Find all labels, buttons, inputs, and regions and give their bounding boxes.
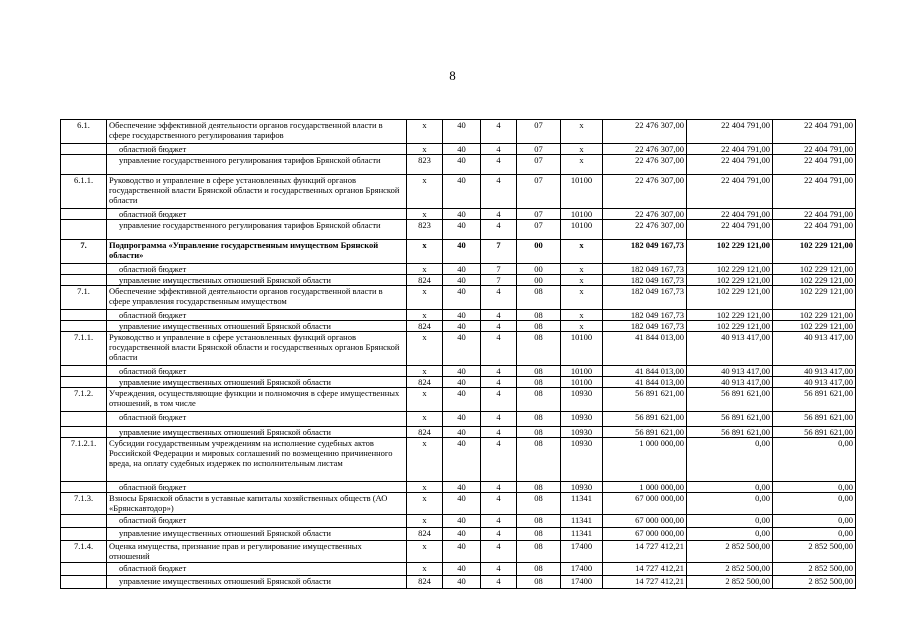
code-admin: х (407, 240, 443, 264)
row-description: областной бюджет (107, 563, 407, 576)
code-subprogram: 4 (481, 332, 517, 366)
code-section: 07 (517, 144, 561, 155)
amount-year-3: 22 404 791,00 (773, 209, 856, 220)
code-section: 08 (517, 493, 561, 515)
code-admin: 824 (407, 321, 443, 332)
code-admin: х (407, 515, 443, 528)
amount-year-3: 22 404 791,00 (773, 120, 856, 144)
amount-year-2: 56 891 621,00 (687, 388, 773, 412)
code-admin: х (407, 541, 443, 563)
row-description: областной бюджет (107, 310, 407, 321)
code-section: 00 (517, 275, 561, 286)
code-program: 40 (443, 388, 481, 412)
amount-year-1: 67 000 000,00 (603, 528, 687, 541)
table-row (61, 388, 856, 412)
amount-year-3: 0,00 (773, 482, 856, 493)
table-row (61, 264, 856, 275)
row-description: управление государственного регулирования тарифов Брянской области (107, 220, 407, 240)
row-number (61, 310, 107, 321)
budget-table (60, 119, 856, 589)
amount-year-3: 56 891 621,00 (773, 412, 856, 427)
amount-year-2: 102 229 121,00 (687, 264, 773, 275)
code-subprogram: 4 (481, 366, 517, 377)
amount-year-3: 56 891 621,00 (773, 427, 856, 438)
table-row (61, 528, 856, 541)
amount-year-1: 182 049 167,73 (603, 264, 687, 275)
code-direction: 17400 (561, 541, 603, 563)
code-admin: х (407, 493, 443, 515)
table-row (61, 515, 856, 528)
amount-year-2: 102 229 121,00 (687, 321, 773, 332)
amount-year-1: 41 844 013,00 (603, 377, 687, 388)
amount-year-2: 56 891 621,00 (687, 427, 773, 438)
amount-year-3: 40 913 417,00 (773, 366, 856, 377)
code-program: 40 (443, 209, 481, 220)
amount-year-1: 22 476 307,00 (603, 120, 687, 144)
code-subprogram: 4 (481, 209, 517, 220)
amount-year-1: 182 049 167,73 (603, 310, 687, 321)
code-direction: 11341 (561, 515, 603, 528)
amount-year-1: 182 049 167,73 (603, 275, 687, 286)
code-section: 08 (517, 286, 561, 310)
amount-year-3: 0,00 (773, 493, 856, 515)
code-section: 08 (517, 576, 561, 589)
code-program: 40 (443, 275, 481, 286)
row-description: областной бюджет (107, 144, 407, 155)
amount-year-2: 22 404 791,00 (687, 120, 773, 144)
row-number: 7.1.3. (61, 493, 107, 515)
amount-year-3: 0,00 (773, 438, 856, 482)
code-section: 08 (517, 321, 561, 332)
code-admin: х (407, 286, 443, 310)
code-program: 40 (443, 286, 481, 310)
code-program: 40 (443, 144, 481, 155)
code-admin: 823 (407, 220, 443, 240)
row-number (61, 366, 107, 377)
code-direction: х (561, 286, 603, 310)
row-description: управление имущественных отношений Брянской области (107, 576, 407, 589)
code-direction: 11341 (561, 493, 603, 515)
row-description: управление имущественных отношений Брянской области (107, 528, 407, 541)
amount-year-3: 40 913 417,00 (773, 332, 856, 366)
row-number: 7.1. (61, 286, 107, 310)
amount-year-1: 41 844 013,00 (603, 332, 687, 366)
code-program: 40 (443, 563, 481, 576)
code-program: 40 (443, 332, 481, 366)
amount-year-1: 14 727 412,21 (603, 563, 687, 576)
code-subprogram: 4 (481, 120, 517, 144)
amount-year-1: 56 891 621,00 (603, 412, 687, 427)
table-row (61, 482, 856, 493)
amount-year-3: 22 404 791,00 (773, 155, 856, 175)
amount-year-1: 1 000 000,00 (603, 482, 687, 493)
code-subprogram: 4 (481, 493, 517, 515)
code-subprogram: 4 (481, 515, 517, 528)
table-row (61, 332, 856, 366)
amount-year-3: 102 229 121,00 (773, 321, 856, 332)
row-description: областной бюджет (107, 264, 407, 275)
row-number: 6.1.1. (61, 175, 107, 209)
code-program: 40 (443, 366, 481, 377)
amount-year-3: 22 404 791,00 (773, 144, 856, 155)
row-description: областной бюджет (107, 515, 407, 528)
code-admin: х (407, 264, 443, 275)
amount-year-2: 102 229 121,00 (687, 310, 773, 321)
code-direction: 10930 (561, 412, 603, 427)
table-row (61, 377, 856, 388)
code-program: 40 (443, 482, 481, 493)
code-direction: х (561, 275, 603, 286)
amount-year-3: 22 404 791,00 (773, 220, 856, 240)
code-section: 00 (517, 240, 561, 264)
code-direction: 10100 (561, 332, 603, 366)
amount-year-1: 67 000 000,00 (603, 515, 687, 528)
code-direction: 10100 (561, 220, 603, 240)
code-program: 40 (443, 427, 481, 438)
row-description: областной бюджет (107, 209, 407, 220)
code-subprogram: 4 (481, 563, 517, 576)
code-admin: х (407, 144, 443, 155)
amount-year-3: 2 852 500,00 (773, 576, 856, 589)
code-direction: 10930 (561, 482, 603, 493)
code-section: 07 (517, 209, 561, 220)
code-admin: 824 (407, 528, 443, 541)
amount-year-3: 2 852 500,00 (773, 541, 856, 563)
code-subprogram: 4 (481, 155, 517, 175)
code-section: 08 (517, 438, 561, 482)
amount-year-1: 22 476 307,00 (603, 175, 687, 209)
table-row (61, 438, 856, 482)
amount-year-3: 22 404 791,00 (773, 175, 856, 209)
code-admin: х (407, 120, 443, 144)
code-section: 07 (517, 155, 561, 175)
table-row (61, 286, 856, 310)
amount-year-2: 2 852 500,00 (687, 563, 773, 576)
amount-year-1: 182 049 167,73 (603, 286, 687, 310)
code-direction: х (561, 120, 603, 144)
code-direction: 10100 (561, 175, 603, 209)
table-row (61, 563, 856, 576)
code-direction: 10100 (561, 209, 603, 220)
code-section: 08 (517, 563, 561, 576)
code-subprogram: 4 (481, 144, 517, 155)
code-admin: 823 (407, 155, 443, 175)
code-subprogram: 4 (481, 321, 517, 332)
amount-year-2: 102 229 121,00 (687, 240, 773, 264)
code-admin: х (407, 438, 443, 482)
code-direction: 10930 (561, 438, 603, 482)
code-program: 40 (443, 576, 481, 589)
amount-year-2: 102 229 121,00 (687, 286, 773, 310)
code-direction: х (561, 321, 603, 332)
amount-year-2: 0,00 (687, 528, 773, 541)
code-admin: х (407, 366, 443, 377)
row-description: областной бюджет (107, 366, 407, 377)
code-program: 40 (443, 240, 481, 264)
code-admin: х (407, 412, 443, 427)
row-description: Учреждения, осуществляющие функции и полномочия в сфере имущественных отношений, в том числе (107, 388, 407, 412)
code-subprogram: 4 (481, 528, 517, 541)
amount-year-1: 41 844 013,00 (603, 366, 687, 377)
code-program: 40 (443, 155, 481, 175)
row-number (61, 377, 107, 388)
table-row (61, 493, 856, 515)
row-description: управление имущественных отношений Брянской области (107, 275, 407, 286)
row-description: управление имущественных отношений Брянской области (107, 427, 407, 438)
amount-year-3: 102 229 121,00 (773, 264, 856, 275)
amount-year-2: 22 404 791,00 (687, 209, 773, 220)
code-program: 40 (443, 377, 481, 388)
code-program: 40 (443, 120, 481, 144)
code-section: 07 (517, 175, 561, 209)
row-description: Взносы Брянской области в уставные капиталы хозяйственных обществ (АО «Брянскавтодор») (107, 493, 407, 515)
amount-year-3: 2 852 500,00 (773, 563, 856, 576)
row-number (61, 264, 107, 275)
code-program: 40 (443, 264, 481, 275)
row-number (61, 427, 107, 438)
amount-year-2: 2 852 500,00 (687, 576, 773, 589)
table-row (61, 220, 856, 240)
amount-year-2: 40 913 417,00 (687, 377, 773, 388)
amount-year-1: 67 000 000,00 (603, 493, 687, 515)
amount-year-2: 40 913 417,00 (687, 332, 773, 366)
code-section: 07 (517, 120, 561, 144)
code-subprogram: 4 (481, 175, 517, 209)
code-subprogram: 4 (481, 377, 517, 388)
code-section: 08 (517, 482, 561, 493)
code-direction: х (561, 144, 603, 155)
table-row (61, 541, 856, 563)
code-program: 40 (443, 310, 481, 321)
amount-year-1: 56 891 621,00 (603, 388, 687, 412)
amount-year-3: 102 229 121,00 (773, 310, 856, 321)
code-admin: х (407, 388, 443, 412)
table-row (61, 120, 856, 144)
amount-year-2: 22 404 791,00 (687, 175, 773, 209)
table-body (61, 120, 856, 589)
code-section: 08 (517, 388, 561, 412)
amount-year-1: 22 476 307,00 (603, 144, 687, 155)
code-section: 08 (517, 377, 561, 388)
amount-year-1: 182 049 167,73 (603, 240, 687, 264)
row-number (61, 412, 107, 427)
row-number (61, 144, 107, 155)
table-row (61, 576, 856, 589)
code-program: 40 (443, 438, 481, 482)
code-admin: х (407, 482, 443, 493)
code-subprogram: 4 (481, 438, 517, 482)
row-description: Руководство и управление в сфере установленных функций органов государственной власти Брянской области и государственных органов Брянской области (107, 332, 407, 366)
amount-year-2: 56 891 621,00 (687, 412, 773, 427)
table-row (61, 175, 856, 209)
amount-year-2: 22 404 791,00 (687, 155, 773, 175)
code-program: 40 (443, 493, 481, 515)
row-number (61, 528, 107, 541)
code-admin: 824 (407, 377, 443, 388)
code-direction: 10930 (561, 388, 603, 412)
code-subprogram: 4 (481, 310, 517, 321)
code-subprogram: 4 (481, 388, 517, 412)
amount-year-3: 0,00 (773, 515, 856, 528)
row-description: Субсидии государственным учреждениям на исполнение судебных актов Российской Федерации и мировых соглашений по возмещению причиненного вреда, на оплату судебных издержек по исполнительным листам (107, 438, 407, 482)
code-section: 07 (517, 220, 561, 240)
row-number: 7.1.1. (61, 332, 107, 366)
code-section: 00 (517, 264, 561, 275)
row-description: Обеспечение эффективной деятельности органов государственной власти в сфере управления государственным имуществом (107, 286, 407, 310)
code-direction: х (561, 155, 603, 175)
code-admin: х (407, 563, 443, 576)
code-program: 40 (443, 175, 481, 209)
code-admin: 824 (407, 576, 443, 589)
amount-year-2: 0,00 (687, 438, 773, 482)
code-admin: 824 (407, 275, 443, 286)
code-program: 40 (443, 515, 481, 528)
amount-year-2: 22 404 791,00 (687, 220, 773, 240)
row-description: управление государственного регулирования тарифов Брянской области (107, 155, 407, 175)
code-section: 08 (517, 310, 561, 321)
page-number: 8 (449, 68, 456, 83)
amount-year-2: 2 852 500,00 (687, 541, 773, 563)
code-admin: х (407, 310, 443, 321)
row-number: 7. (61, 240, 107, 264)
table-row (61, 155, 856, 175)
amount-year-1: 22 476 307,00 (603, 155, 687, 175)
row-number (61, 576, 107, 589)
row-description: управление имущественных отношений Брянской области (107, 377, 407, 388)
amount-year-1: 22 476 307,00 (603, 220, 687, 240)
row-description: областной бюджет (107, 482, 407, 493)
code-direction: х (561, 310, 603, 321)
code-section: 08 (517, 515, 561, 528)
row-number (61, 515, 107, 528)
amount-year-1: 1 000 000,00 (603, 438, 687, 482)
table-row (61, 240, 856, 264)
table-row (61, 275, 856, 286)
code-program: 40 (443, 541, 481, 563)
row-number: 7.1.4. (61, 541, 107, 563)
amount-year-3: 56 891 621,00 (773, 388, 856, 412)
amount-year-2: 40 913 417,00 (687, 366, 773, 377)
code-direction: 11341 (561, 528, 603, 541)
row-number (61, 321, 107, 332)
code-section: 08 (517, 541, 561, 563)
table-row (61, 427, 856, 438)
code-program: 40 (443, 220, 481, 240)
amount-year-1: 22 476 307,00 (603, 209, 687, 220)
code-subprogram: 4 (481, 286, 517, 310)
amount-year-3: 40 913 417,00 (773, 377, 856, 388)
amount-year-2: 0,00 (687, 493, 773, 515)
row-number (61, 275, 107, 286)
code-section: 08 (517, 412, 561, 427)
code-subprogram: 4 (481, 412, 517, 427)
table-row (61, 144, 856, 155)
amount-year-2: 102 229 121,00 (687, 275, 773, 286)
amount-year-1: 14 727 412,21 (603, 576, 687, 589)
row-description: Подпрограмма «Управление государственным имуществом Брянской области» (107, 240, 407, 264)
code-admin: 824 (407, 427, 443, 438)
row-number (61, 482, 107, 493)
code-direction: 10100 (561, 366, 603, 377)
row-description: Оценка имущества, признание прав и регулирование имущественных отношений (107, 541, 407, 563)
row-description: управление имущественных отношений Брянской области (107, 321, 407, 332)
code-admin: х (407, 332, 443, 366)
code-program: 40 (443, 528, 481, 541)
amount-year-3: 102 229 121,00 (773, 286, 856, 310)
code-direction: х (561, 240, 603, 264)
code-direction: х (561, 264, 603, 275)
amount-year-3: 102 229 121,00 (773, 240, 856, 264)
code-section: 08 (517, 427, 561, 438)
table-row (61, 321, 856, 332)
row-number (61, 220, 107, 240)
amount-year-2: 0,00 (687, 482, 773, 493)
code-subprogram: 4 (481, 576, 517, 589)
row-number (61, 563, 107, 576)
code-program: 40 (443, 412, 481, 427)
amount-year-2: 22 404 791,00 (687, 144, 773, 155)
code-direction: 10100 (561, 377, 603, 388)
code-admin: х (407, 209, 443, 220)
code-direction: 17400 (561, 576, 603, 589)
row-description: областной бюджет (107, 412, 407, 427)
code-program: 40 (443, 321, 481, 332)
amount-year-1: 14 727 412,21 (603, 541, 687, 563)
code-section: 08 (517, 332, 561, 366)
code-subprogram: 4 (481, 427, 517, 438)
amount-year-1: 56 891 621,00 (603, 427, 687, 438)
code-subprogram: 7 (481, 240, 517, 264)
code-admin: х (407, 175, 443, 209)
table-row (61, 366, 856, 377)
row-number (61, 209, 107, 220)
code-subprogram: 4 (481, 541, 517, 563)
code-direction: 10930 (561, 427, 603, 438)
row-description: Руководство и управление в сфере установленных функций органов государственной власти Брянской области и государственных органов Брянской области (107, 175, 407, 209)
code-subprogram: 7 (481, 264, 517, 275)
code-subprogram: 7 (481, 275, 517, 286)
row-description: Обеспечение эффективной деятельности органов государственной власти в сфере государственного регулирования тарифов (107, 120, 407, 144)
code-section: 08 (517, 366, 561, 377)
amount-year-2: 0,00 (687, 515, 773, 528)
table-row (61, 209, 856, 220)
table-row (61, 412, 856, 427)
code-section: 08 (517, 528, 561, 541)
code-subprogram: 4 (481, 482, 517, 493)
amount-year-3: 102 229 121,00 (773, 275, 856, 286)
row-number (61, 155, 107, 175)
row-number: 7.1.2. (61, 388, 107, 412)
code-direction: 17400 (561, 563, 603, 576)
amount-year-3: 0,00 (773, 528, 856, 541)
amount-year-1: 182 049 167,73 (603, 321, 687, 332)
row-number: 6.1. (61, 120, 107, 144)
table-row (61, 310, 856, 321)
code-subprogram: 4 (481, 220, 517, 240)
row-number: 7.1.2.1. (61, 438, 107, 482)
